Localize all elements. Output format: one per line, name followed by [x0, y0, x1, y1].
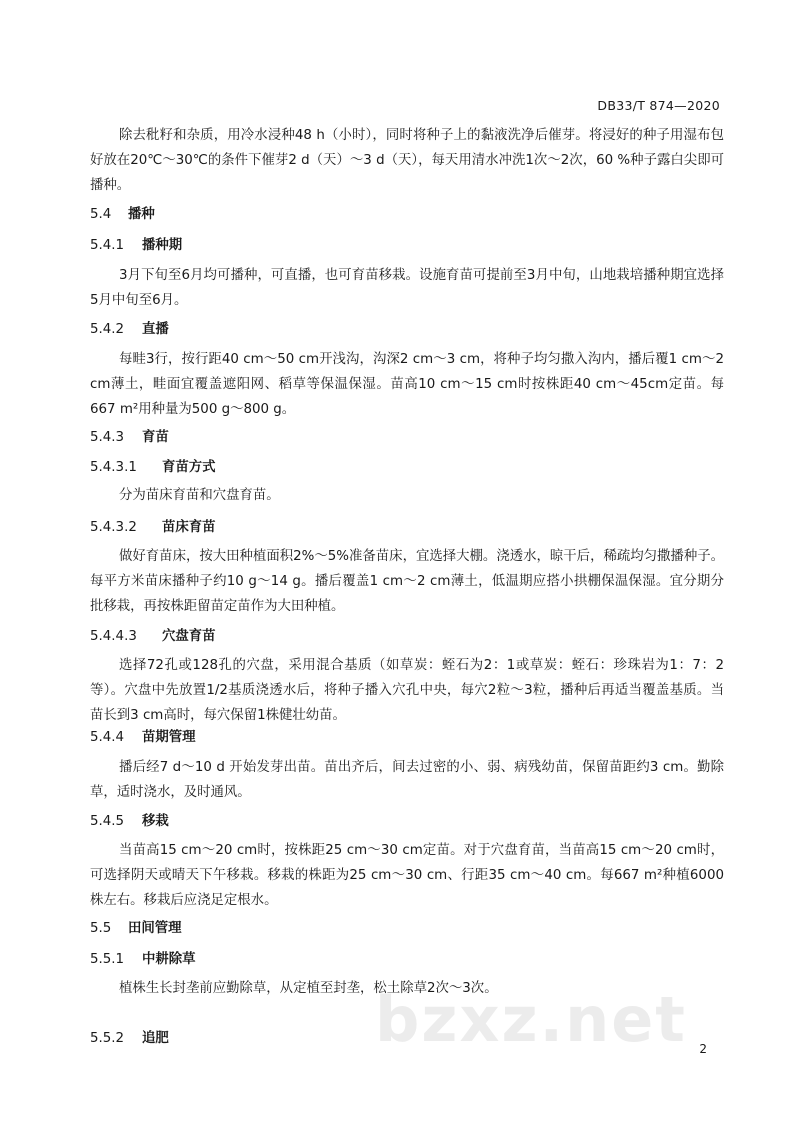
paragraph-5-4-2: 每畦3行，按行距40 cm～50 cm开浅沟，沟深2 cm～3 cm，将种子均匀撒入沟内，播后覆1 cm～2 cm薄土，畦面宜覆盖遮阳网、稻草等保温保湿。苗高10 cm～15 cm时按株距40 cm～45cm定苗。每667 m²用种量为500 g～800 g。: [90, 352, 724, 417]
paragraph-5-4-1: 3月下旬至6月均可播种，可直播，也可育苗移栽。设施育苗可提前至3月中旬，山地栽培播种期宜选择5月中旬至6月。: [90, 268, 724, 308]
heading-title: 育苗: [142, 430, 169, 445]
heading-title: 苗期管理: [142, 730, 196, 745]
heading-number: 5.4: [90, 207, 112, 222]
heading-title: 田间管理: [128, 921, 182, 936]
heading-number: 5.5.1: [90, 952, 125, 967]
heading-number: 5.4.5: [90, 814, 125, 829]
heading-5-4-4-3: [90, 627, 216, 647]
paragraph-5-4-4-3: 选择72孔或128孔的穴盘，采用混合基质（如草炭：蛭石为2：1或草炭：蛭石：珍珠岩为1：7：2等）。穴盘中先放置1/2基质浇透水后，将种子播入穴孔中央，每穴2粒～3粒，播种后再适当覆盖基质。当苗长到3 cm高时，每穴保留1株健壮幼苗。: [90, 658, 724, 723]
heading-title: 移栽: [142, 814, 169, 829]
heading-5-5-1: [90, 950, 196, 970]
heading-title: 播种期: [142, 238, 183, 253]
heading-number: 5.5: [90, 921, 112, 936]
heading-title: 苗床育苗: [162, 520, 216, 535]
heading-5-4-5: [90, 812, 169, 832]
heading-number: 5.4.2: [90, 322, 125, 337]
heading-title: 播种: [128, 207, 155, 222]
heading-5-4-2: [90, 320, 169, 340]
page-number: 2: [699, 1042, 707, 1056]
heading-number: 5.4.3.2: [90, 520, 137, 535]
heading-5-4: [90, 205, 155, 225]
heading-title: 直播: [142, 322, 169, 337]
heading-number: 5.5.2: [90, 1031, 125, 1046]
heading-title: 育苗方式: [162, 460, 216, 475]
heading-5-5-2: [90, 1029, 169, 1049]
paragraph-5-4-4: 播后经7 d～10 d 开始发芽出苗。苗出齐后，间去过密的小、弱、病残幼苗，保留苗距约3 cm。勤除草，适时浇水，及时通风。: [90, 760, 724, 800]
heading-5-4-4: [90, 728, 196, 748]
paragraph-5-4-3-1: 分为苗床育苗和穴盘育苗。: [119, 488, 280, 503]
paragraph-5-4-3-2: 做好育苗床，按大田种植面积2%～5%准备苗床，宜选择大棚。浇透水，晾干后，稀疏均匀撒播种子。每平方米苗床播种子约10 g～14 g。播后覆盖1 cm～2 cm薄土，低温期应搭小拱棚保温保湿。宜分期分批移栽，再按株距留苗定苗作为大田种植。: [90, 549, 724, 614]
heading-number: 5.4.1: [90, 238, 125, 253]
heading-number: 5.4.4: [90, 730, 125, 745]
heading-5-4-3: [90, 428, 169, 448]
heading-number: 5.4.4.3: [90, 629, 137, 644]
paragraph-5-4-5: 当苗高15 cm～20 cm时，按株距25 cm～30 cm定苗。对于穴盘育苗，当苗高15 cm～20 cm时，可选择阴天或晴天下午移栽。移栽的株距为25 cm～30 cm、行距35 cm～40 cm。每667 m²种植6000株左右。移栽后应浇足定根水。: [90, 843, 724, 908]
document-code: DB33/T 874—2020: [597, 98, 720, 113]
heading-5-5: [90, 919, 182, 939]
paragraph-5-5-1: 植株生长封垄前应勤除草，从定植至封垄，松土除草2次～3次。: [119, 981, 498, 996]
heading-number: 5.4.3: [90, 430, 125, 445]
heading-5-4-3-2: [90, 518, 216, 538]
watermark: bzxz.net: [375, 983, 687, 1056]
heading-number: 5.4.3.1: [90, 460, 137, 475]
heading-5-4-3-1: [90, 458, 216, 478]
paragraph-intro: 除去秕籽和杂质，用冷水浸种48 h（小时），同时将种子上的黏液洗净后催芽。将浸好的种子用湿布包好放在20℃～30℃的条件下催芽2 d（天）～3 d（天），每天用清水冲洗1次～2次，60 %种子露白尖即可播种。: [90, 128, 724, 193]
heading-title: 穴盘育苗: [162, 629, 216, 644]
heading-5-4-1: [90, 236, 182, 256]
heading-title: 中耕除草: [142, 952, 196, 967]
heading-title: 追肥: [142, 1031, 169, 1046]
